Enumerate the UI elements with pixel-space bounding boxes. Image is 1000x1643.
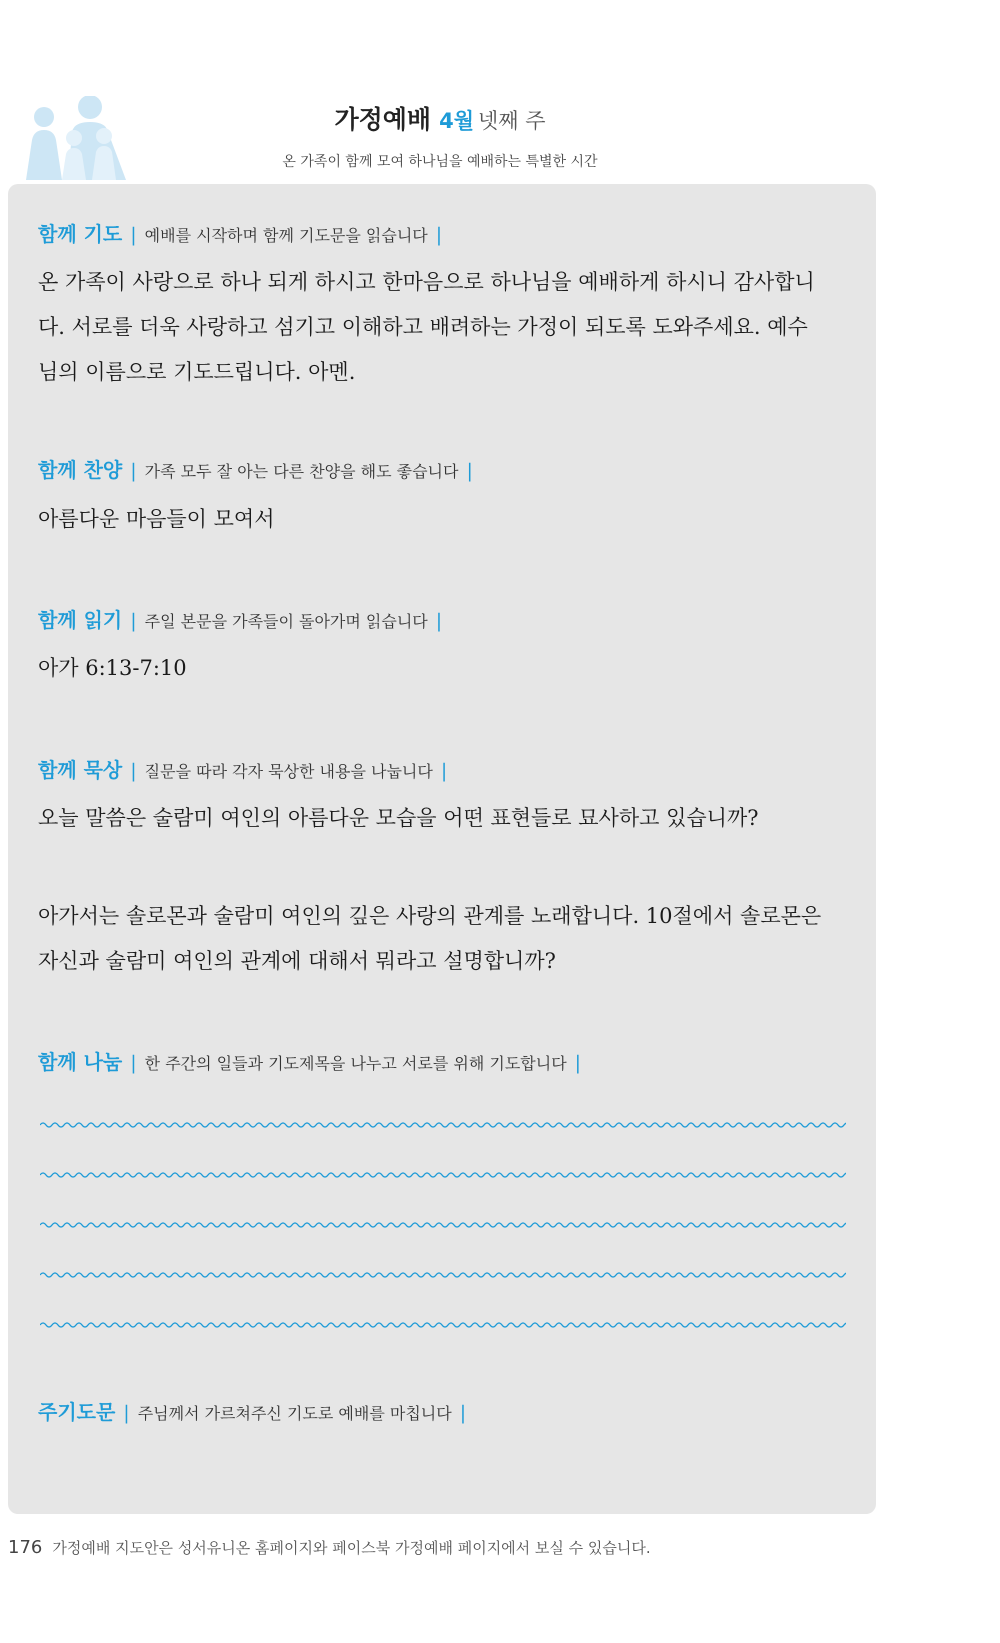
section-sharing-instruction: 한 주간의 일들과 기도제목을 나누고 서로를 위해 기도합니다 <box>144 1054 567 1073</box>
writing-line[interactable] <box>40 1120 846 1130</box>
section-prayer-label: 함께 기도 <box>38 222 123 246</box>
praise-song-title: 아름다운 마음들이 모여서 <box>38 507 275 531</box>
writing-line[interactable] <box>40 1220 846 1230</box>
reading-passage: 아가 6:13-7:10 <box>38 656 187 680</box>
page-title <box>0 100 880 136</box>
meditation-question-2 <box>38 894 848 984</box>
prayer-line: 다. 서로를 더욱 사랑하고 섬기고 이해하고 배려하는 가정이 되도록 도와주세요. 예수 <box>38 315 808 339</box>
section-meditation-header: 함께 묵상 | 질문을 따라 각자 묵상한 내용을 나눕니다 | <box>38 758 448 782</box>
section-reading-label: 함께 읽기 <box>38 608 123 632</box>
page-number: 176 <box>8 1537 43 1558</box>
section-sharing-label: 함께 나눔 <box>38 1050 123 1074</box>
section-prayer-header: 함께 기도 | 예배를 시작하며 함께 기도문을 읽습니다 | <box>38 222 443 246</box>
section-reading-header: 함께 읽기 | 주일 본문을 가족들이 돌아가며 읽습니다 | <box>38 608 443 632</box>
section-lords-prayer-instruction: 주님께서 가르쳐주신 기도로 예배를 마칩니다 <box>137 1404 452 1423</box>
writing-line[interactable] <box>40 1170 846 1180</box>
section-lords-prayer-header: 주기도문 | 주님께서 가르쳐주신 기도로 예배를 마칩니다 | <box>38 1400 467 1424</box>
writing-line[interactable] <box>40 1270 846 1280</box>
month-label: 4월 <box>439 109 474 133</box>
title-text: 가정예배 <box>334 105 432 134</box>
prayer-line: 님의 이름으로 기도드립니다. 아멘. <box>38 360 356 384</box>
question-line: 아가서는 솔로몬과 술람미 여인의 깊은 사랑의 관계를 노래합니다. 10절에서 솔로몬은 <box>38 904 822 928</box>
footer-note: 가정예배 지도안은 성서유니온 홈페이지와 페이스북 가정예배 페이지에서 보실 수 있습니다. <box>52 1539 651 1557</box>
section-meditation-instruction: 질문을 따라 각자 묵상한 내용을 나눕니다 <box>144 762 433 781</box>
section-sharing-header: 함께 나눔 | 한 주간의 일들과 기도제목을 나누고 서로를 위해 기도합니다 | <box>38 1050 582 1074</box>
section-lords-prayer-label: 주기도문 <box>38 1400 116 1424</box>
question-line: 자신과 술람미 여인의 관계에 대해서 뭐라고 설명합니까? <box>38 949 556 973</box>
section-praise-instruction: 가족 모두 잘 아는 다른 찬양을 해도 좋습니다 <box>144 462 459 481</box>
section-reading-instruction: 주일 본문을 가족들이 돌아가며 읽습니다 <box>144 612 428 631</box>
section-meditation-label: 함께 묵상 <box>38 758 123 782</box>
section-prayer-instruction: 예배를 시작하며 함께 기도문을 읽습니다 <box>144 226 428 245</box>
week-label: 넷째 주 <box>477 109 546 133</box>
section-praise-label: 함께 찬양 <box>38 458 123 482</box>
meditation-question-1: 오늘 말씀은 술람미 여인의 아름다운 모습을 어떤 표현들로 묘사하고 있습니까? <box>38 806 759 830</box>
writing-line[interactable] <box>40 1320 846 1330</box>
prayer-line: 온 가족이 사랑으로 하나 되게 하시고 한마음으로 하나님을 예배하게 하시니 감사합니 <box>38 270 815 294</box>
prayer-text <box>38 260 848 395</box>
section-praise-header: 함께 찬양 | 가족 모두 잘 아는 다른 찬양을 해도 좋습니다 | <box>38 458 473 482</box>
page-subtitle: 온 가족이 함께 모여 하나님을 예배하는 특별한 시간 <box>282 154 598 170</box>
footer <box>8 1537 651 1558</box>
